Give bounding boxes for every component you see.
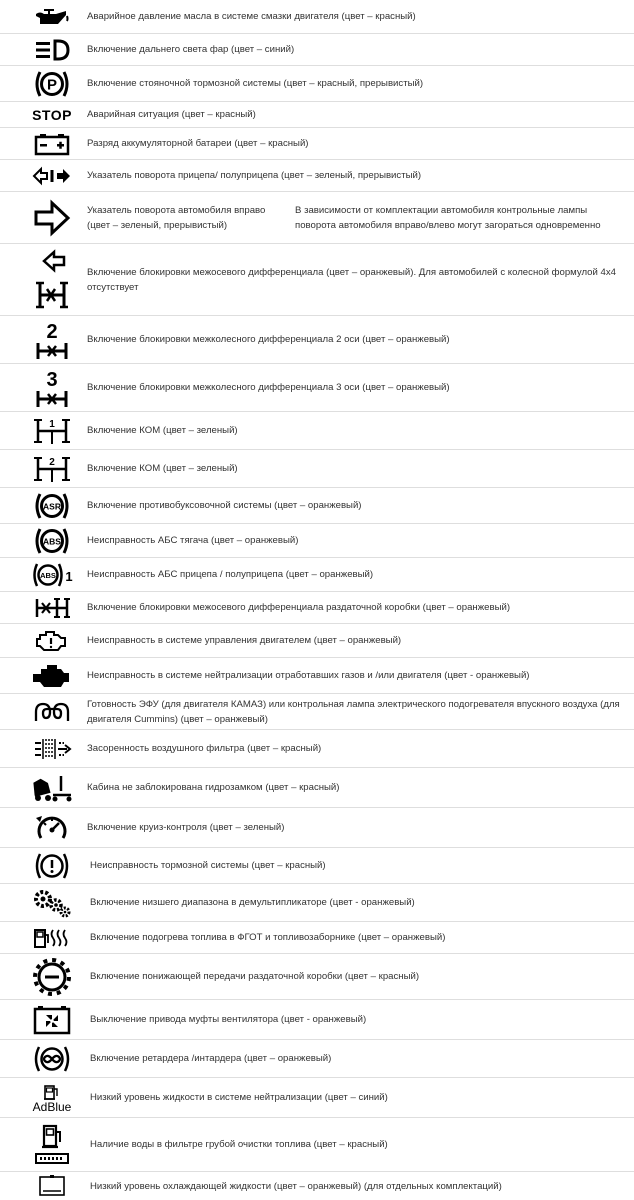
fan-clutch-icon <box>20 1000 84 1039</box>
abs-trailer-label: ABS <box>40 570 56 580</box>
table-row <box>0 592 634 624</box>
asr-icon <box>20 488 84 523</box>
battery-icon <box>20 128 84 159</box>
abs-trailer-icon <box>20 558 84 591</box>
row-text: Наличие воды в фильтре грубой очистки топлива (цвет – красный) <box>90 1139 388 1150</box>
row-text: Готовность ЭФУ (для двигателя КАМАЗ) или контрольная лампа электрического подогревателя впускного воздуха (для двигателя Cummins) (цвет – оранжевый) <box>87 698 620 725</box>
abs-icon <box>20 524 84 557</box>
row-text: Засоренность воздушного фильтра (цвет – красный) <box>87 743 322 754</box>
high-beam-icon <box>20 34 84 65</box>
table-row <box>0 412 634 450</box>
table-row <box>0 128 634 160</box>
table-row <box>0 730 634 768</box>
table-row <box>0 488 634 524</box>
svg-text:P: P <box>46 76 58 93</box>
row-text: Включение дальнего света фар (цвет – синий) <box>87 44 295 55</box>
row-text: Неисправность в системе управления двигателем (цвет – оранжевый) <box>87 635 402 646</box>
table-row <box>0 66 634 102</box>
table-row <box>0 450 634 488</box>
table-row <box>0 244 634 316</box>
retarder-icon <box>20 1040 84 1077</box>
engine-control-icon <box>20 624 84 657</box>
axle2-lock-icon <box>20 316 84 363</box>
row-text: Неисправность АБС прицепа / полуприцепа (цвет – оранжевый) <box>87 569 374 580</box>
row-text: Включение блокировки межколесного дифференциала 2 оси (цвет – оранжевый) <box>87 334 450 345</box>
abs-label: ABS <box>43 536 61 546</box>
row-text: Включение блокировки межосевого дифференциала (цвет – оранжевый). Для автомобилей с колесной формулой 4х4 отсутствует <box>87 266 616 293</box>
transfer-diff-lock-icon <box>20 592 84 623</box>
table-row <box>0 954 634 1000</box>
air-filter-icon <box>20 730 84 767</box>
table-row <box>0 192 634 244</box>
pto1-index: 1 <box>49 418 55 430</box>
stop-label: STOP <box>32 106 72 123</box>
table-row <box>0 768 634 808</box>
table-row <box>0 1000 634 1040</box>
pto1-icon <box>20 412 84 449</box>
row-text: Кабина не заблокирована гидрозамком (цвет – красный) <box>87 782 340 793</box>
row-text-main: Указатель поворота автомобиля вправо (цвет – зеленый, прерывистый) <box>87 204 266 231</box>
table-row <box>0 316 634 364</box>
row-text: Неисправность в системе нейтрализации отработавших газов и /или двигателя (цвет - оранжевый) <box>87 670 530 681</box>
table-row <box>0 624 634 658</box>
cab-lock-icon <box>20 768 84 807</box>
coolant-level-icon <box>20 1172 84 1200</box>
table-row <box>0 1078 634 1118</box>
table-row <box>0 34 634 66</box>
table-row <box>0 524 634 558</box>
abs-trailer-index: 1 <box>65 568 73 584</box>
row-text: Включение ретардера /интардера (цвет – оранжевый) <box>90 1053 332 1064</box>
brake-warning-icon <box>20 848 84 883</box>
adblue-icon <box>20 1078 84 1117</box>
row-text: Включение подогрева топлива в ФГОТ и топливозаборнике (цвет – оранжевый) <box>90 932 446 943</box>
adblue-label: AdBlue <box>32 1099 72 1114</box>
row-note: В зависимости от комплектации автомобиля контрольные лампы поворота автомобиля вправо/влево могут загораться одновременно <box>295 204 601 231</box>
row-text <box>87 192 628 243</box>
row-text: Разряд аккумуляторной батареи (цвет – красный) <box>87 138 309 149</box>
axle3-lock-icon <box>20 364 84 411</box>
table-row <box>0 922 634 954</box>
row-text: Включение низшего диапазона в демультипликаторе (цвет - оранжевый) <box>90 897 415 908</box>
pto2-icon <box>20 450 84 487</box>
table-row <box>0 694 634 730</box>
table-row <box>0 848 634 884</box>
row-text: Включение блокировки межосевого дифференциала раздаточной коробки (цвет – оранжевый) <box>87 602 511 613</box>
row-text: Низкий уровень охлаждающей жидкости (цвет – оранжевый) (для отдельных комплектаций) <box>90 1180 502 1192</box>
pto2-index: 2 <box>49 456 55 468</box>
row-text: Включение круиз-контроля (цвет – зеленый) <box>87 822 285 833</box>
low-gear-icon <box>20 954 84 999</box>
row-text: Неисправность АБС тягача (цвет – оранжевый) <box>87 535 299 546</box>
row-text: Включение КОМ (цвет – зеленый) <box>87 425 238 436</box>
row-text: Низкий уровень жидкости в системе нейтрализации (цвет – синий) <box>90 1092 388 1103</box>
asr-label: ASR <box>43 501 61 511</box>
table-row <box>0 1040 634 1078</box>
row-text: Включение противобуксовочной системы (цвет – оранжевый) <box>87 500 362 511</box>
axle2-index: 2 <box>46 320 58 343</box>
row-text: Неисправность тормозной системы (цвет – красный) <box>90 860 326 871</box>
row-text: Включение понижающей передачи раздаточной коробки (цвет – красный) <box>90 971 420 982</box>
table-row <box>0 1118 634 1172</box>
engine-check-icon <box>20 658 84 693</box>
row-text: Включение КОМ (цвет – зеленый) <box>87 463 238 474</box>
glow-plug-icon <box>20 694 84 729</box>
table-row <box>0 884 634 922</box>
table-row <box>0 658 634 694</box>
trailer-turn-icon <box>20 160 84 191</box>
axle3-index: 3 <box>46 368 58 391</box>
low-range-icon <box>20 884 84 921</box>
turn-right-icon <box>20 192 84 243</box>
table-row <box>0 0 634 34</box>
table-row <box>0 1172 634 1200</box>
cruise-control-icon <box>20 808 84 847</box>
table-row <box>0 364 634 412</box>
table-row <box>0 558 634 592</box>
parking-brake-icon <box>20 66 84 101</box>
table-row <box>0 160 634 192</box>
row-text: Указатель поворота прицепа/ полуприцепа (цвет – зеленый, прерывистый) <box>87 170 422 181</box>
interaxle-lock-icon <box>20 244 84 315</box>
water-in-fuel-icon <box>20 1118 84 1171</box>
stop-icon <box>20 102 84 127</box>
table-row <box>0 808 634 848</box>
row-text: Включение блокировки межколесного дифференциала 3 оси (цвет – оранжевый) <box>87 382 450 393</box>
row-text: Включение стояночной тормозной системы (цвет – красный, прерывистый) <box>87 78 424 89</box>
table-row <box>0 102 634 128</box>
oil-can-icon <box>20 0 84 33</box>
fuel-heater-icon <box>20 922 84 953</box>
row-text: Аварийное давление масла в системе смазки двигателя (цвет – красный) <box>87 11 416 22</box>
row-text: Выключение привода муфты вентилятора (цвет - оранжевый) <box>90 1014 367 1025</box>
row-text: Аварийная ситуация (цвет – красный) <box>87 109 256 120</box>
